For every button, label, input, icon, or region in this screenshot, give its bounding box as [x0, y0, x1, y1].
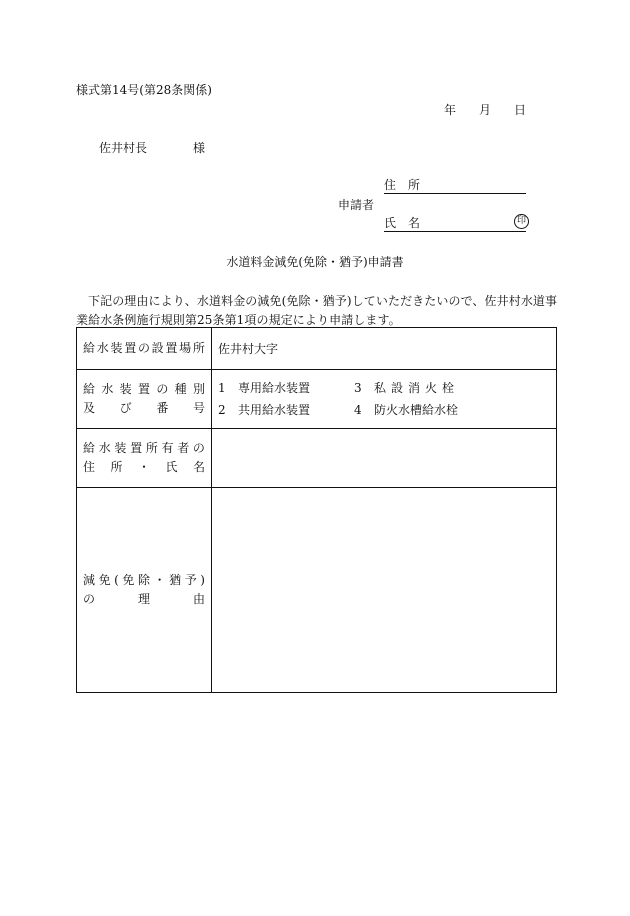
row-owner: [77, 429, 557, 488]
row-device-type: [77, 370, 557, 429]
application-table: [76, 327, 557, 693]
date-month: 月: [478, 103, 491, 117]
option-shared[interactable]: [218, 399, 354, 421]
option-dedicated[interactable]: [218, 377, 354, 399]
label-text: 給 水 装 置 の 設 置 場 所: [83, 341, 205, 355]
seal-mark: 印: [514, 214, 529, 229]
installation-location-value: 佐井村大字: [218, 342, 279, 356]
row-installation-location: [77, 328, 557, 370]
option-number: 3: [354, 381, 362, 395]
option-label: 専用給水装置: [238, 381, 311, 395]
label-device-type: [77, 370, 212, 429]
date-day: 日: [513, 103, 526, 117]
document-title: 水道料金減免(免除・猶予)申請書: [226, 255, 404, 269]
honorific: 様: [193, 141, 206, 155]
label-owner: [77, 429, 212, 488]
option-private-hydrant[interactable]: [354, 377, 490, 399]
addressee: [99, 141, 205, 155]
date-line: [444, 103, 526, 117]
label-reason: [77, 488, 212, 693]
label-installation-location: [77, 328, 212, 370]
label-text: 住 所 ・ 氏 名: [83, 460, 205, 474]
reason-field[interactable]: [212, 488, 557, 693]
owner-field[interactable]: [212, 429, 557, 488]
form-number: 様式第14号(第28条関係): [76, 83, 212, 97]
option-label: 共用給水装置: [238, 403, 311, 417]
label-text: 給 水 装 置 の 種 別: [83, 382, 205, 396]
date-year: 年: [444, 103, 457, 117]
option-number: 4: [354, 403, 362, 417]
name-label: 氏 名: [384, 216, 421, 230]
applicant-name-field[interactable]: [384, 216, 526, 232]
installation-location-field[interactable]: [212, 328, 557, 370]
option-label: 私 設 消 火 栓: [374, 381, 454, 395]
option-number: 2: [218, 403, 226, 417]
applicant-label: 申請者: [338, 198, 375, 212]
address-label: 住 所: [384, 178, 421, 192]
option-number: 1: [218, 381, 226, 395]
device-type-field: [212, 370, 557, 429]
label-text: 及 び 番 号: [83, 401, 205, 415]
body-text: 下記の理由により、水道料金の減免(免除・猶予)していただきたいので、佐井村水道事業給水条例施行規則第25条第1項の規定により申請します。: [76, 294, 558, 327]
label-text: の 理 由: [83, 592, 205, 606]
option-fire-tank[interactable]: [354, 399, 490, 421]
label-text: 減 免 ( 免 除 ・ 猶 予 ): [83, 573, 205, 587]
addressee-name: 佐井村長: [99, 141, 148, 155]
option-label: 防火水槽給水栓: [374, 403, 459, 417]
row-reason: [77, 488, 557, 693]
label-text: 給 水 装 置 所 有 者 の: [83, 441, 205, 455]
applicant-address-field[interactable]: [384, 178, 526, 194]
